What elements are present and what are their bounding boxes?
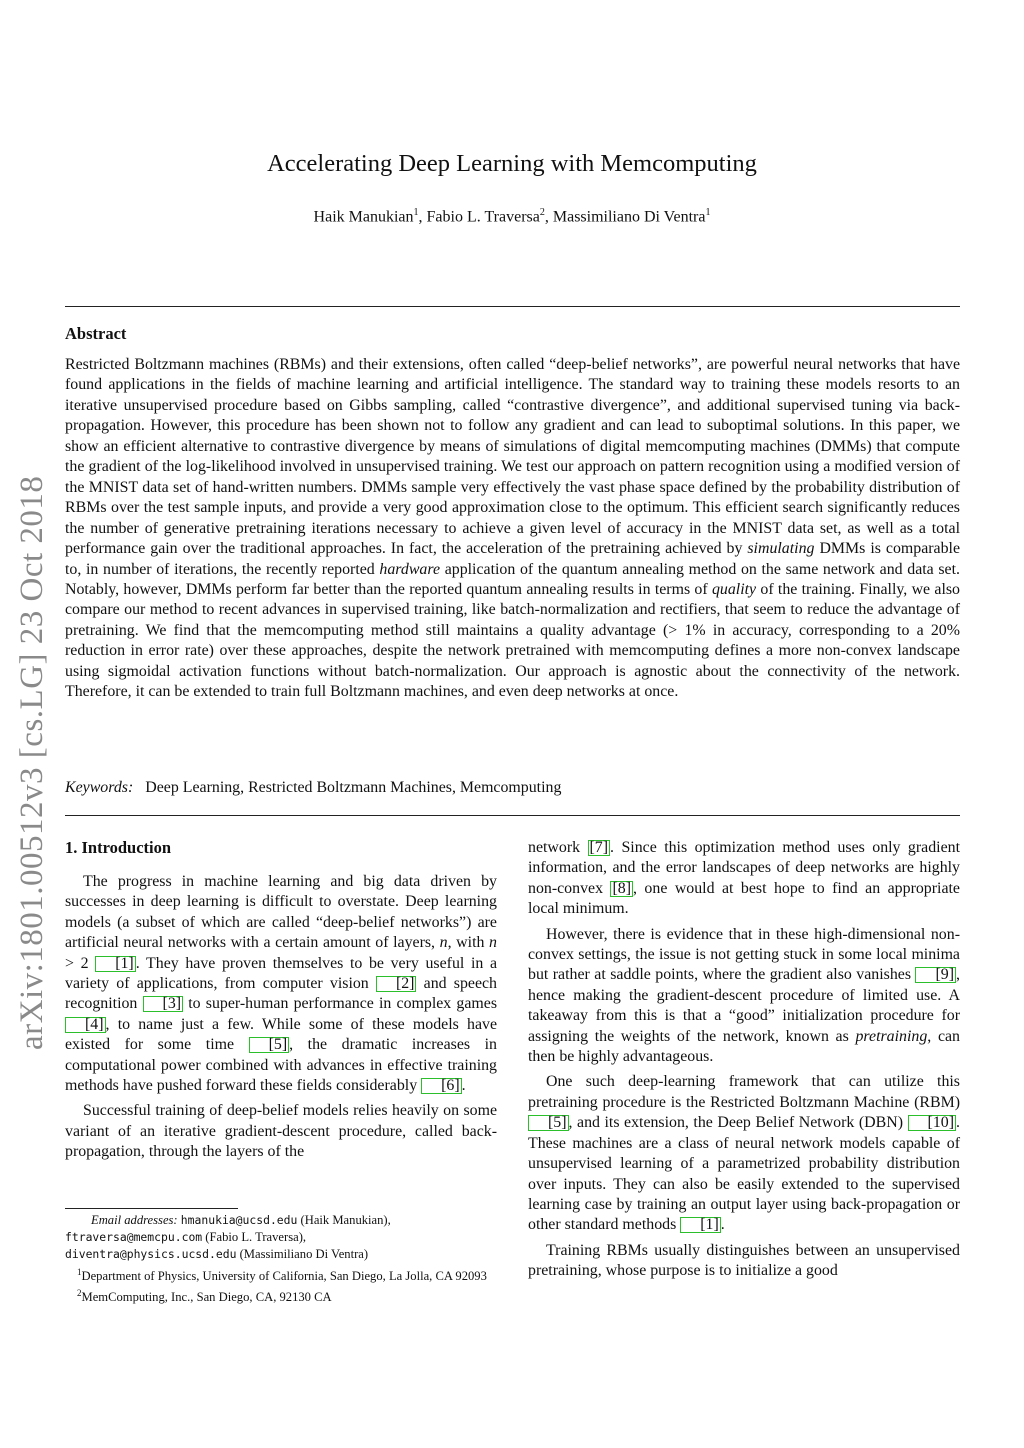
text-segment: . They have proven themselves to be very useful in a variety of applications, from computer vision	[65, 954, 497, 993]
citation-link[interactable]: [4]	[65, 1017, 106, 1033]
author-name: Fabio L. Traversa	[426, 208, 540, 226]
text-segment: .	[461, 1077, 466, 1095]
paragraph	[65, 872, 497, 1096]
author-separator: ,	[544, 208, 553, 226]
abstract-emphasis: simulating	[747, 540, 815, 558]
text-segment: However, there is evidence that in these high-dimensional non-convex settings, the issue is not getting stuck in some local minima but rather at saddle points, where the gradient also vanishes	[528, 925, 960, 984]
citation-link[interactable]: [8]	[612, 879, 631, 897]
author-name: Haik Manukian	[313, 208, 414, 226]
abstract-text	[65, 355, 960, 703]
paragraph	[528, 1072, 960, 1235]
footnote-text: Department of Physics, University of California, San Diego, La Jolla, CA 92093	[81, 1268, 487, 1283]
text-segment: . These machines are a class of neural network models capable of unsupervised learning of a parametrized probability distribution over inputs. They can also be easily extended to the supervised learning case by training an output layer using back-propagation or other standard methods	[528, 1114, 960, 1234]
footnote-1	[65, 1264, 497, 1285]
email-owner: (Haik Manukian),	[297, 1213, 391, 1227]
math-var: n	[489, 934, 497, 952]
abstract-segment: DMMs is comparable to, in number of iterations, the recently reported	[65, 540, 961, 578]
footnote-divider	[65, 1208, 238, 1209]
footnote-mark: 1	[77, 1266, 82, 1277]
citation-link[interactable]: [2]	[376, 976, 417, 992]
email-line	[65, 1229, 497, 1246]
citation-link[interactable]: [9]	[915, 967, 956, 983]
footnote-text: MemComputing, Inc., San Diego, CA, 92130 CA	[81, 1290, 332, 1305]
footnotes	[65, 1212, 497, 1306]
abstract-heading: Abstract	[65, 324, 127, 343]
text-emphasis: pretraining	[855, 1027, 928, 1045]
citation-link[interactable]: [3]	[143, 996, 184, 1012]
right-column	[528, 838, 960, 1287]
abstract-emphasis: hardware	[379, 560, 441, 578]
text-segment: .	[720, 1216, 725, 1234]
citation-link[interactable]: [1]	[95, 956, 136, 972]
text-segment: , and its extension, the Deep Belief Network (DBN)	[568, 1114, 908, 1132]
text-segment: , one would at best hope to find an appropriate local minimum.	[528, 879, 960, 918]
affiliation-mark: 1	[413, 207, 419, 218]
text-segment: and speech recognition	[65, 975, 498, 1013]
abstract-segment: application of the quantum annealing method on the same network and data set. Notably, however, DMMs perform far better than the reported quantum annealing results in terms of	[65, 560, 960, 598]
text-segment: network	[528, 839, 588, 856]
email-owner: (Massimiliano Di Ventra)	[236, 1247, 369, 1262]
abstract-emphasis: quality	[711, 580, 757, 598]
footnote-2	[65, 1285, 497, 1306]
paper-title: Accelerating Deep Learning with Memcomputing	[267, 150, 757, 177]
text-segment: The progress in machine learning and big data driven by successes in deep learning is difficult to overstate. Deep learning models (a subset of which are called “deep-belief networks”) are artificial neural networks with a certain amount of layers,	[65, 873, 497, 952]
keywords-text: Deep Learning, Restricted Boltzmann Machines, Memcomputing	[145, 779, 562, 796]
text-segment: , hence making the gradient-descent procedure of limited use. A takeaway from this is that a “good” initialization procedure for assigning the weights of the network, known as	[528, 966, 960, 1045]
affiliation-mark: 2	[539, 207, 545, 218]
author-list	[0, 207, 1024, 226]
text-segment: > 2	[65, 954, 96, 972]
affiliation-mark: 1	[705, 207, 711, 218]
citation-link[interactable]: [7]	[589, 839, 609, 856]
paragraph	[528, 838, 960, 920]
top-divider	[65, 306, 960, 307]
email-owner: (Fabio L. Traversa),	[202, 1230, 307, 1245]
email-line	[65, 1212, 497, 1229]
arxiv-identifier: arXiv:1801.00512v3 [cs.LG] 23 Oct 2018	[14, 475, 50, 1050]
paragraph: Successful training of deep-belief models relies heavily on some variant of an iterative gradient-descent procedure, called back-propagation, through the layers of the	[65, 1102, 497, 1161]
email-line	[65, 1246, 497, 1263]
author-separator: ,	[418, 208, 427, 226]
paragraph: Training RBMs usually distinguishes between an unsupervised pretraining, whose purpose is to initialize a good	[528, 1241, 960, 1280]
text-segment: One such deep-learning framework that can utilize this pretraining procedure is the Restricted Boltzmann Machine (RBM)	[528, 1073, 960, 1111]
text-segment: . Since this optimization method uses only gradient information, and the error landscapes of deep networks are highly non-convex	[528, 839, 960, 897]
keywords-label: Keywords:	[65, 779, 134, 796]
math-var: n	[439, 934, 448, 952]
section-heading: 1. Introduction	[65, 838, 172, 857]
footnote-mark: 2	[77, 1288, 82, 1298]
abstract-segment: Restricted Boltzmann machines (RBMs) and their extensions, often called “deep-belief networks”, are powerful neural networks that have found applications in the fields of machine learning and artificial intelligence. The standard way to training these models resorts to an iterative unsupervised procedure based on Gibbs sampling, called “contrastive divergence”, and additional supervised tuning via back-propagation. However, this procedure has been shown not to follow any gradient and can lead to suboptimal solutions. In this paper, we show an efficient alternative to contrastive divergence by means of simulations of digital memcomputing machines (DMMs) that compute the gradient of the log-likelihood involved in unsupervised training. We test our approach on pattern recognition using a modified version of the MNIST data set of hand-written numbers. DMMs sample very effectively the vast phase space defined by the probability distribution of RBMs over the test sample inputs, and provide a very good approximation close to the optimum. This efficient search significantly reduces the number of generative pretraining iterations necessary to achieve a given level of accuracy in the MNIST data set, as well as a total performance gain over the traditional approaches. In fact, the acceleration of the pretraining achieved by	[65, 356, 960, 558]
citation-link[interactable]: [5]	[249, 1037, 290, 1053]
bottom-divider	[65, 815, 960, 816]
citation-link[interactable]: [6]	[421, 1078, 462, 1094]
citation-link[interactable]: [10]	[908, 1115, 956, 1131]
email-label: Email addresses:	[91, 1213, 178, 1227]
email-address[interactable]: ftraversa@memcpu.com	[65, 1230, 203, 1245]
citation-link[interactable]: [1]	[680, 1217, 721, 1233]
text-segment: , can then be highly advantageous.	[528, 1027, 960, 1066]
left-column	[65, 838, 497, 1168]
keywords-line	[65, 779, 561, 797]
citation-link[interactable]: [5]	[528, 1115, 569, 1131]
text-segment: , to name just a few. While some of these models have existed for some time	[65, 1015, 497, 1054]
text-segment: to super-human performance in complex games	[183, 995, 498, 1013]
text-segment: , with	[447, 934, 490, 952]
abstract-segment: of the training. Finally, we also compare our method to recent advances in supervised training, like batch-normalization and rectifiers, that seem to reduce the advantage of pretraining. We find that the memcomputing method still maintains a quality advantage (> 1% in accuracy, corresponding to a 20% reduction in error rate) over these approaches, despite the network pretrained with memcomputing defines a more non-convex landscape using sigmoidal activation functions without batch-normalization. Our approach is agnostic about the connectivity of the network. Therefore, it can be extended to train full Boltzmann machines, and even deep networks at once.	[65, 580, 960, 701]
author-name: Massimiliano Di Ventra	[552, 208, 706, 226]
email-address[interactable]: diventra@physics.ucsd.edu	[65, 1247, 237, 1262]
email-address[interactable]: hmanukia@ucsd.edu	[180, 1213, 298, 1227]
text-segment: , the dramatic increases in computational power combined with advances in effective training methods have pushed forward these fields considerably	[65, 1036, 497, 1095]
paragraph	[528, 925, 960, 1068]
